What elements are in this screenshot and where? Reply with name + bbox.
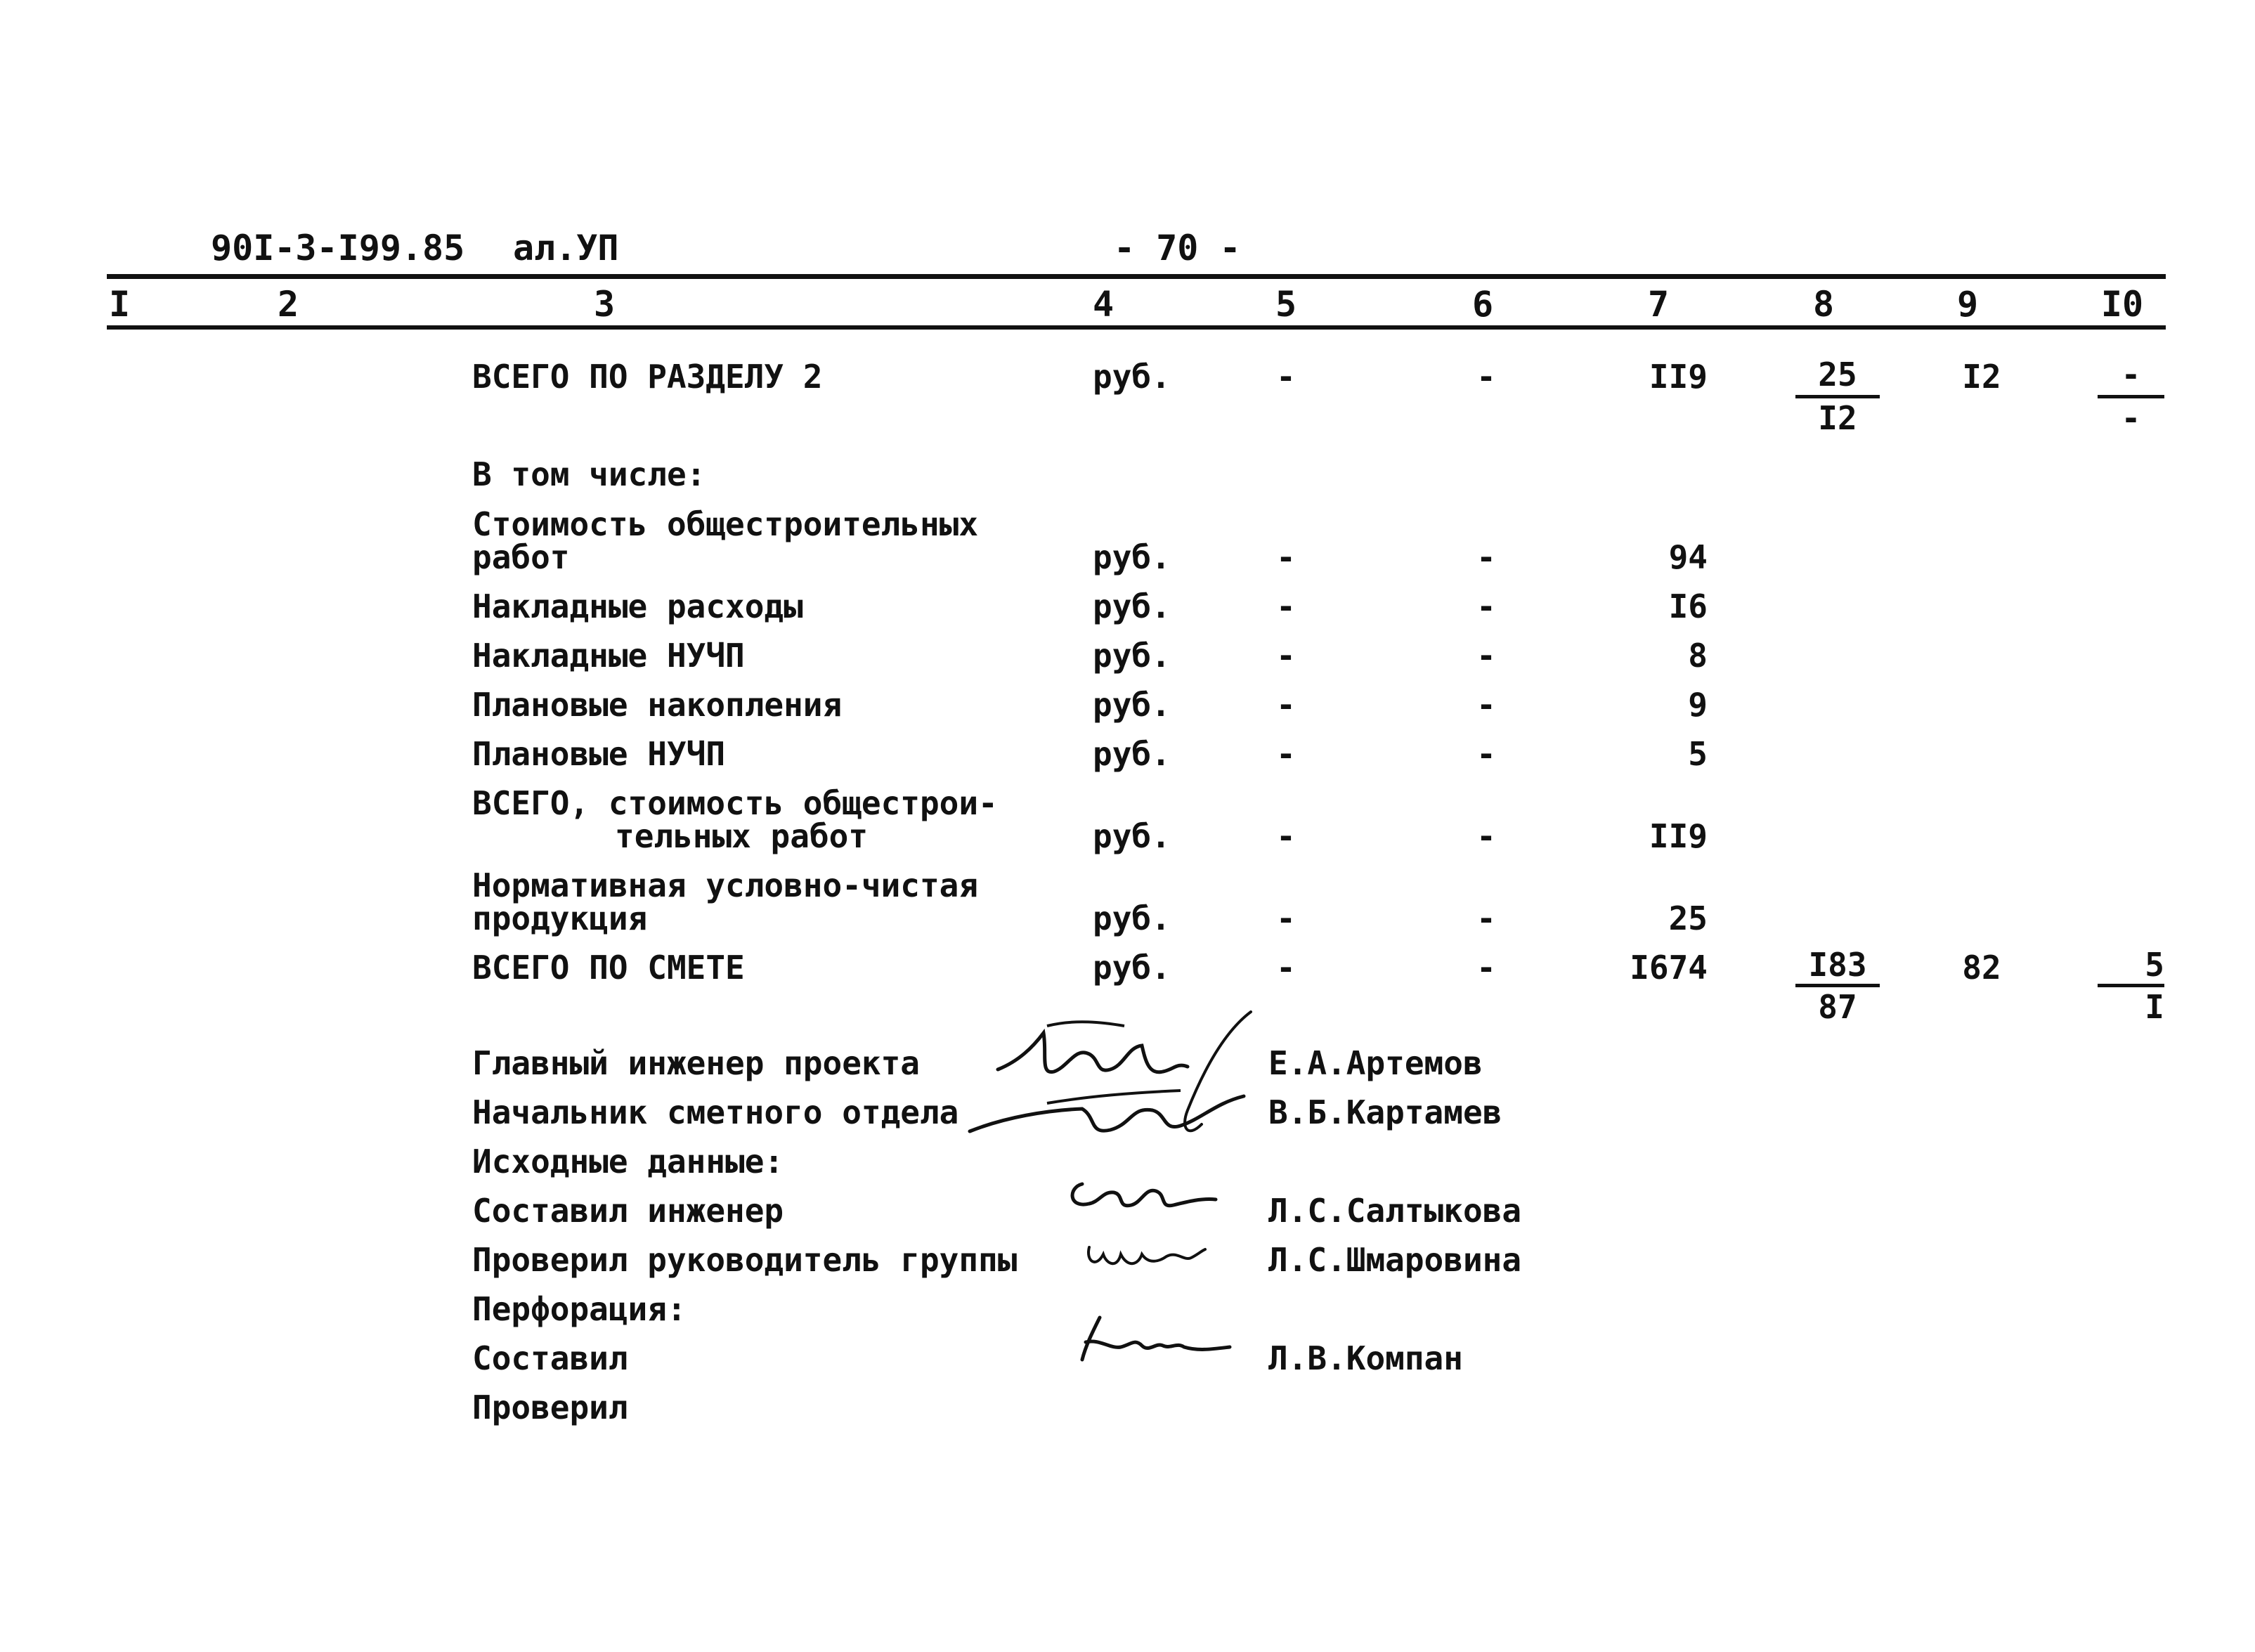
- signature-role: Главный инженер проекта: [472, 1044, 920, 1082]
- unit-cell: руб.: [1093, 538, 1171, 576]
- unit-cell: руб.: [1093, 899, 1171, 937]
- row-label: Плановые накопления: [472, 686, 843, 724]
- column-number: 9: [1956, 284, 1979, 325]
- fraction-denominator: 87: [1818, 988, 1857, 1026]
- fraction-denominator: I2: [1818, 399, 1857, 437]
- section-total-col10-fraction: [2098, 358, 2164, 436]
- row-label: Стоимость общестроительных: [472, 505, 979, 543]
- grand-total-label: ВСЕГО ПО СМЕТЕ: [472, 949, 745, 987]
- unit-cell: руб.: [1093, 637, 1171, 675]
- col6-cell: -: [1476, 538, 1496, 576]
- fraction-line: [2098, 395, 2164, 398]
- col5-cell: -: [1276, 735, 1296, 773]
- signature-role: Перфорация:: [472, 1290, 687, 1328]
- fraction-numerator: I83: [1808, 946, 1867, 984]
- row-label: работ: [472, 538, 570, 576]
- col6-cell: -: [1476, 686, 1496, 724]
- fraction-numerator: -: [2121, 356, 2141, 394]
- column-number: I: [108, 284, 131, 325]
- grand-total-col8-fraction: [1795, 946, 1880, 1026]
- including-label: В том числе:: [472, 455, 706, 493]
- column-number: 7: [1647, 284, 1670, 325]
- page-number: - 70 -: [1114, 228, 1241, 268]
- album-label: ал.УП: [513, 228, 619, 268]
- col7-cell: I6: [1668, 587, 1708, 625]
- col6-cell: -: [1476, 587, 1496, 625]
- col6-cell: -: [1476, 817, 1496, 855]
- signature-role: Составил: [472, 1339, 628, 1377]
- row-label: продукция: [472, 899, 648, 937]
- unit-cell: руб.: [1093, 735, 1171, 773]
- signature-role: Проверил руководитель группы: [472, 1241, 1018, 1279]
- col7-cell: 9: [1688, 686, 1708, 724]
- signature-name: Л.С.Шмаровина: [1268, 1241, 1522, 1279]
- signature-name: Е.А.Артемов: [1268, 1044, 1483, 1082]
- col5-cell: -: [1276, 637, 1296, 675]
- fraction-line: [1795, 395, 1880, 398]
- fraction-numerator: 5: [2145, 946, 2164, 984]
- row-label: тельных работ: [615, 817, 869, 855]
- header-rule-top: [107, 274, 2166, 279]
- fraction-denominator: I: [2145, 988, 2164, 1026]
- col9-cell: 82: [1962, 949, 2001, 987]
- col5-cell: -: [1276, 817, 1296, 855]
- section-total-col8-fraction: [1795, 358, 1880, 436]
- signature-name: В.Б.Картамев: [1268, 1093, 1502, 1131]
- column-number: 4: [1092, 284, 1114, 325]
- col7-cell: II9: [1649, 817, 1708, 855]
- column-number: 6: [1471, 284, 1494, 325]
- unit-cell: руб.: [1093, 686, 1171, 724]
- row-label: Накладные НУЧП: [472, 637, 745, 675]
- document-code: 90I-3-I99.85: [211, 228, 465, 268]
- unit-cell: руб.: [1093, 817, 1171, 855]
- fraction-line: [2098, 984, 2164, 987]
- col7-cell: I674: [1630, 949, 1708, 987]
- row-label: Накладные расходы: [472, 587, 803, 625]
- col6-cell: -: [1476, 735, 1496, 773]
- col5-cell: -: [1276, 899, 1296, 937]
- grand-total-col10-fraction: [2098, 946, 2164, 1026]
- column-number: 5: [1275, 284, 1297, 325]
- signature-role: Исходные данные:: [472, 1143, 784, 1181]
- row-label: ВСЕГО, стоимость общестрои-: [472, 784, 998, 822]
- col9-cell: I2: [1962, 358, 2001, 396]
- col6-cell: -: [1476, 949, 1496, 987]
- column-number: 8: [1812, 284, 1835, 325]
- unit-cell: руб.: [1093, 358, 1171, 396]
- signature-name: Л.В.Компан: [1268, 1339, 1463, 1377]
- signature-role: Проверил: [472, 1388, 628, 1426]
- handwritten-signature-shmarovina: [1079, 1230, 1212, 1279]
- column-number: I0: [2100, 284, 2144, 325]
- signature-role: Составил инженер: [472, 1192, 784, 1230]
- col7-cell: 5: [1688, 735, 1708, 773]
- unit-cell: руб.: [1093, 587, 1171, 625]
- fraction-numerator: 25: [1818, 356, 1857, 394]
- handwritten-signature-kompan: [1072, 1310, 1233, 1367]
- signature-role: Начальник сметного отдела: [472, 1093, 959, 1131]
- column-number: 2: [277, 284, 299, 325]
- fraction-denominator: -: [2121, 399, 2141, 437]
- col6-cell: -: [1476, 637, 1496, 675]
- col5-cell: -: [1276, 358, 1296, 396]
- signature-name: Л.С.Салтыкова: [1268, 1192, 1522, 1230]
- handwritten-signature-saltykova: [1061, 1170, 1223, 1219]
- unit-cell: руб.: [1093, 949, 1171, 987]
- column-number: 3: [593, 284, 616, 325]
- col6-cell: -: [1476, 358, 1496, 396]
- col7-cell: 25: [1668, 899, 1708, 937]
- header-rule-bottom: [107, 325, 2166, 330]
- col5-cell: -: [1276, 686, 1296, 724]
- handwritten-signature-estimate-head: [963, 1075, 1258, 1159]
- fraction-line: [1795, 984, 1880, 987]
- col7-cell: II9: [1649, 358, 1708, 396]
- row-label: Нормативная условно-чистая: [472, 866, 979, 904]
- row-label: Плановые НУЧП: [472, 735, 726, 773]
- col7-cell: 8: [1688, 637, 1708, 675]
- section-total-label: ВСЕГО ПО РАЗДЕЛУ 2: [472, 358, 823, 396]
- col5-cell: -: [1276, 538, 1296, 576]
- col5-cell: -: [1276, 587, 1296, 625]
- col7-cell: 94: [1668, 538, 1708, 576]
- col5-cell: -: [1276, 949, 1296, 987]
- col6-cell: -: [1476, 899, 1496, 937]
